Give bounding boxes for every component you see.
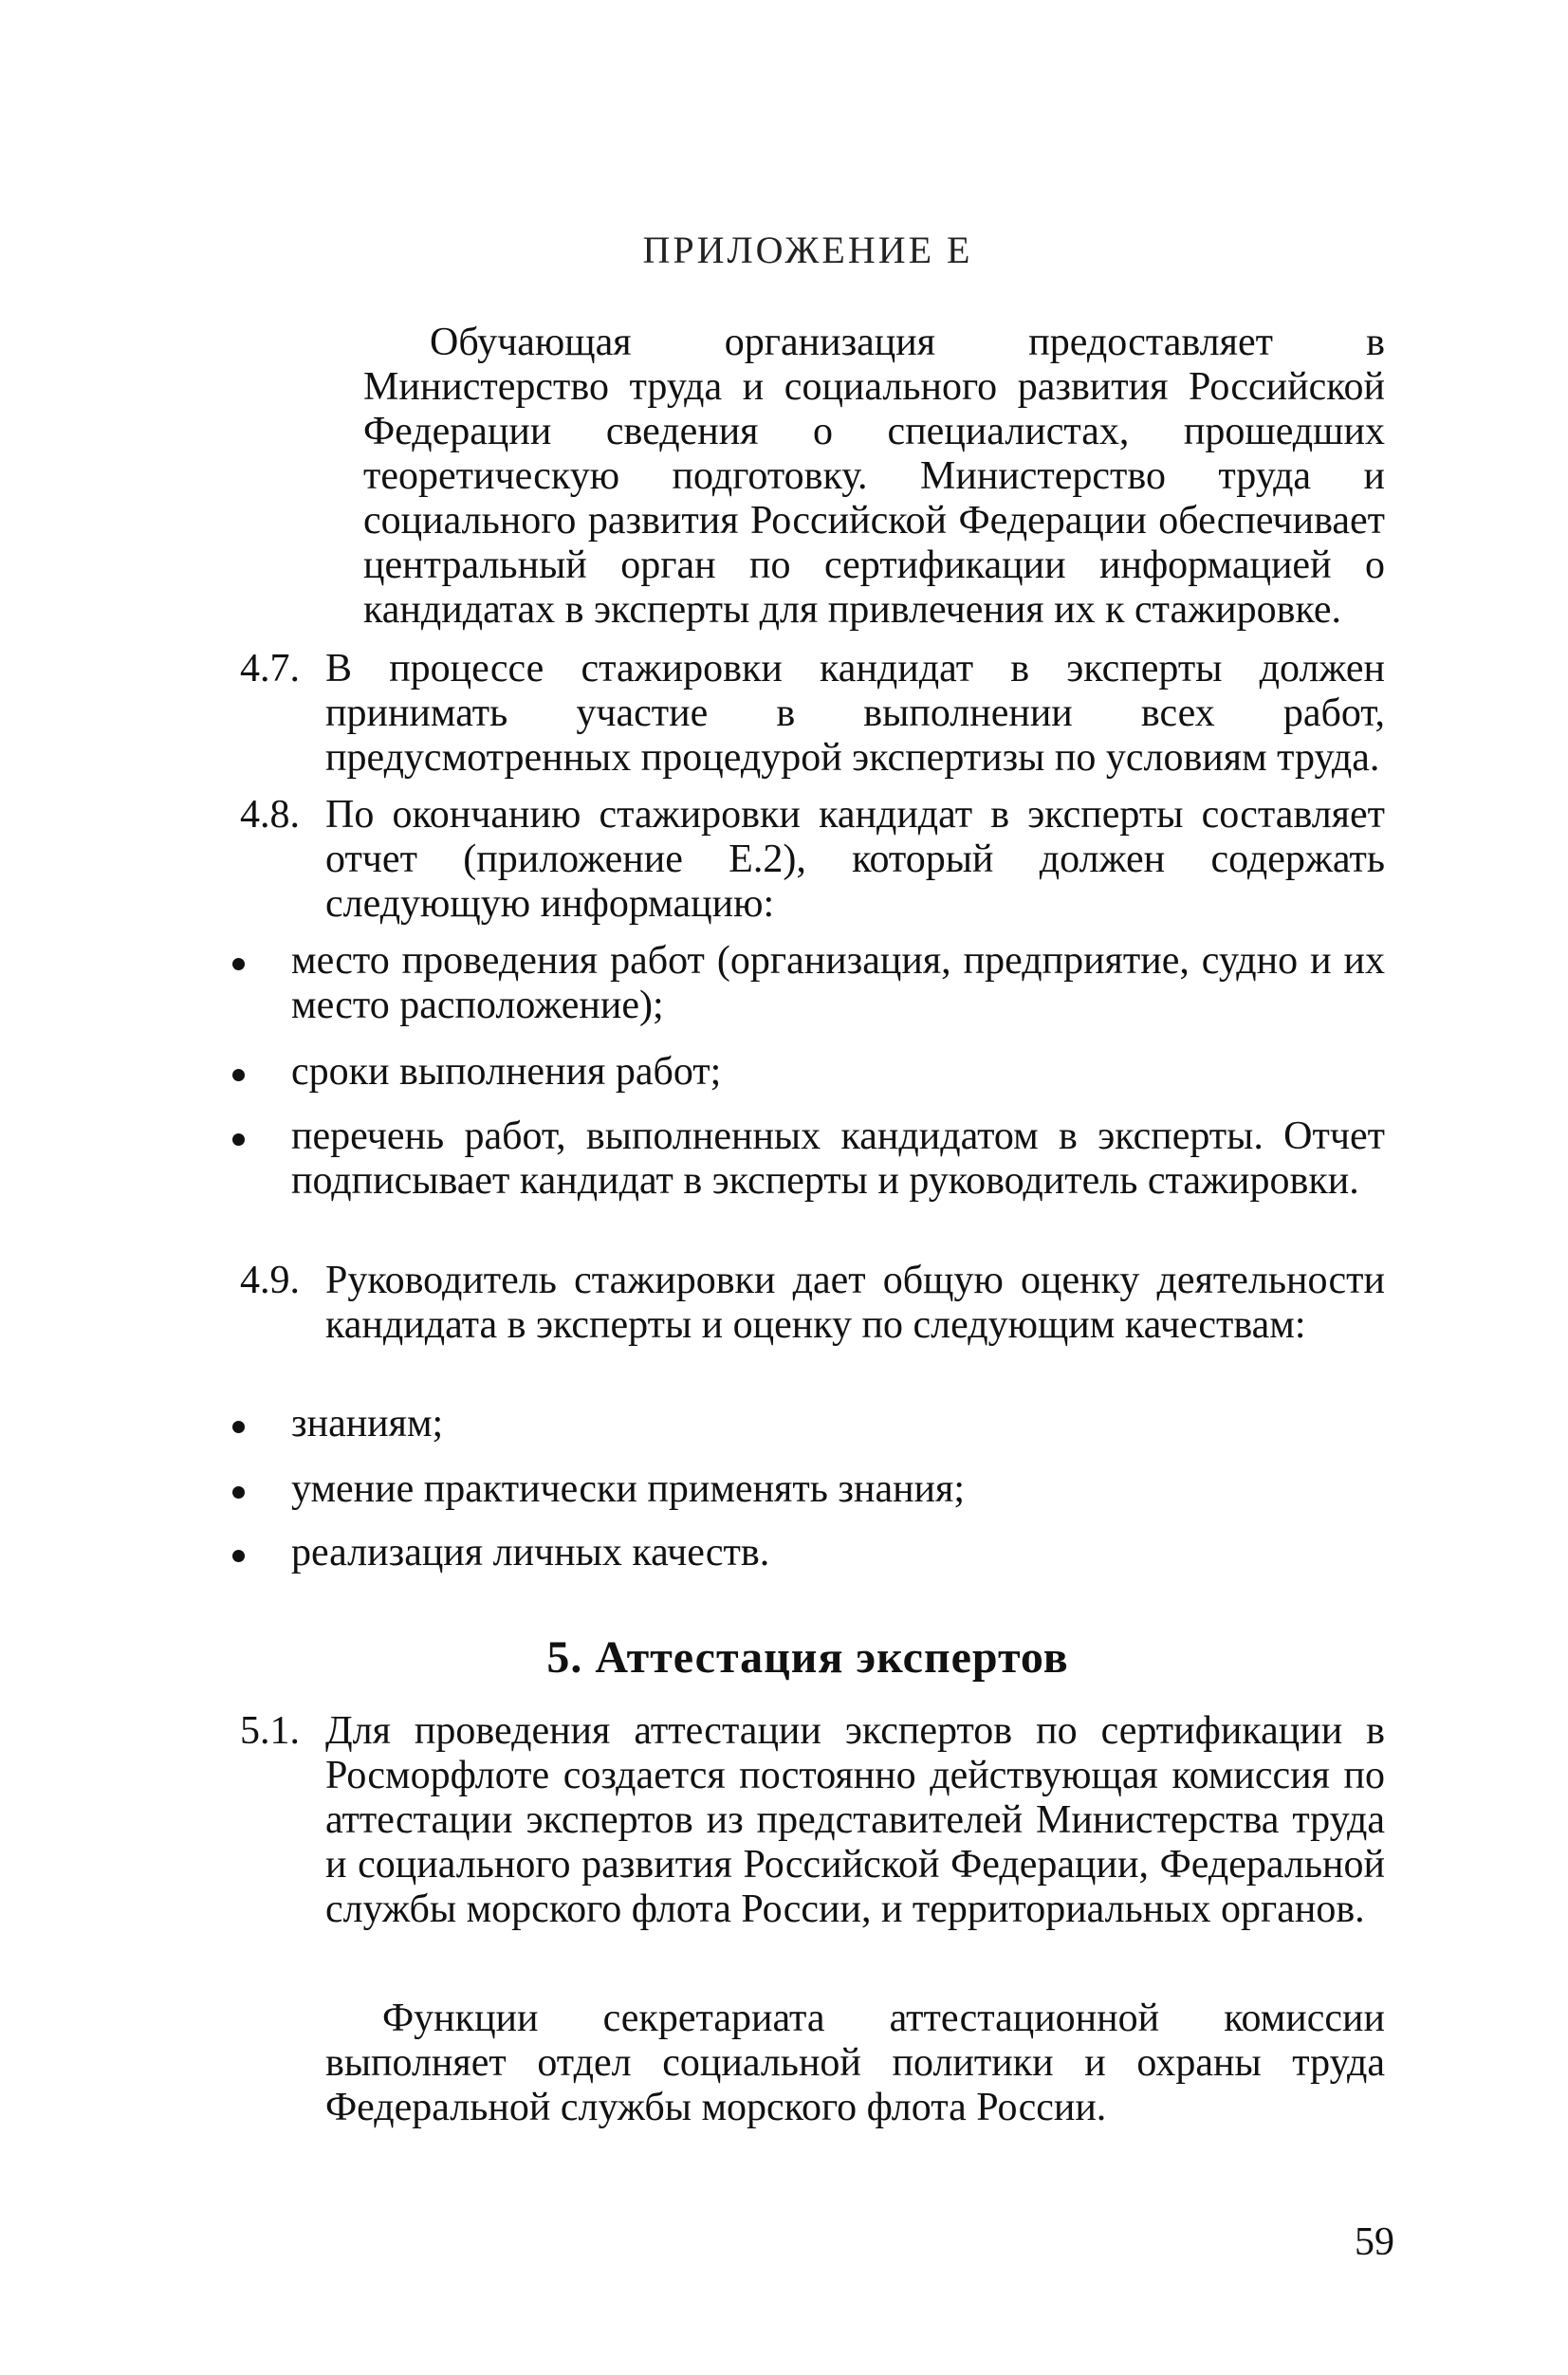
item-4-9 [240, 1259, 1385, 1348]
bullet-icon [232, 958, 245, 970]
bullet-icon [232, 1133, 245, 1146]
item-number: 5.1. [240, 1709, 300, 1753]
item-4-8 [240, 793, 1385, 927]
item-text: Для проведения аттестации экспертов по сертификации в Росморфлоте создается постоянно действующая комиссия по аттестации экспертов из представителей Министерства труда и социального развития Российской Федерации, Федеральной службы морского флота России, и территориальных органов. [325, 1709, 1385, 1931]
intro-paragraph: Обучающая организация предоставляет в Министерство труда и социального развития Российской Федерации сведения о специалистах, прошедших теоретическую подготовку. Министерство труда и социального развития Российской Федерации обеспечивает центральный орган по сертификации информацией о кандидатах в эксперты для привлечения их к стажировке. [363, 321, 1385, 632]
appendix-title: ПРИЛОЖЕНИЕ Е [642, 229, 973, 271]
bullet-text: умение практически применять знания; [291, 1467, 966, 1511]
section-heading: 5. Аттестация экспертов [546, 1632, 1069, 1683]
item-number: 4.9. [240, 1259, 300, 1302]
bullet-text: сроки выполнения работ; [291, 1050, 722, 1094]
item-5-1 [240, 1709, 1385, 1932]
item-text: В процессе стажировки кандидат в эксперты должен принимать участие в выполнении всех работ, предусмотренных процедурой экспертизы по условиям труда. [325, 647, 1385, 780]
item-text: Руководитель стажировки дает общую оценку деятельности кандидата в эксперты и оценку по следующим качествам: [325, 1259, 1385, 1347]
bullet-icon [232, 1069, 245, 1081]
item-4-7 [240, 647, 1385, 781]
item-number: 4.7. [240, 647, 300, 690]
bullet-text: реализация личных качеств. [291, 1531, 770, 1574]
bullet-item [232, 1402, 1385, 1446]
bullet-item [232, 1467, 1385, 1512]
item-number: 4.8. [240, 793, 300, 837]
bullet-text: перечень работ, выполненных кандидатом в эксперты. Отчет подписывает кандидат в эксперты и руководитель стажировки. [291, 1114, 1385, 1203]
bullet-text: знаниям; [291, 1402, 444, 1445]
item-text: По окончанию стажировки кандидат в эксперты составляет отчет (приложение Е.2), который должен содержать следующую информацию: [325, 793, 1385, 926]
functions-paragraph: Функции секретариата аттестационной комиссии выполняет отдел социальной политики и охраны труда Федеральной службы морского флота России. [325, 1997, 1385, 2129]
bullet-item [232, 1531, 1385, 1575]
bullet-icon [232, 1486, 245, 1499]
bullet-icon [232, 1550, 245, 1562]
bullet-item [232, 939, 1385, 1028]
bullet-item [232, 1114, 1385, 1204]
bullet-icon [232, 1421, 245, 1433]
bullet-item [232, 1050, 1385, 1095]
bullet-text: место проведения работ (организация, предприятие, судно и их место расположение); [291, 939, 1385, 1027]
page-number: 59 [1355, 2220, 1394, 2264]
